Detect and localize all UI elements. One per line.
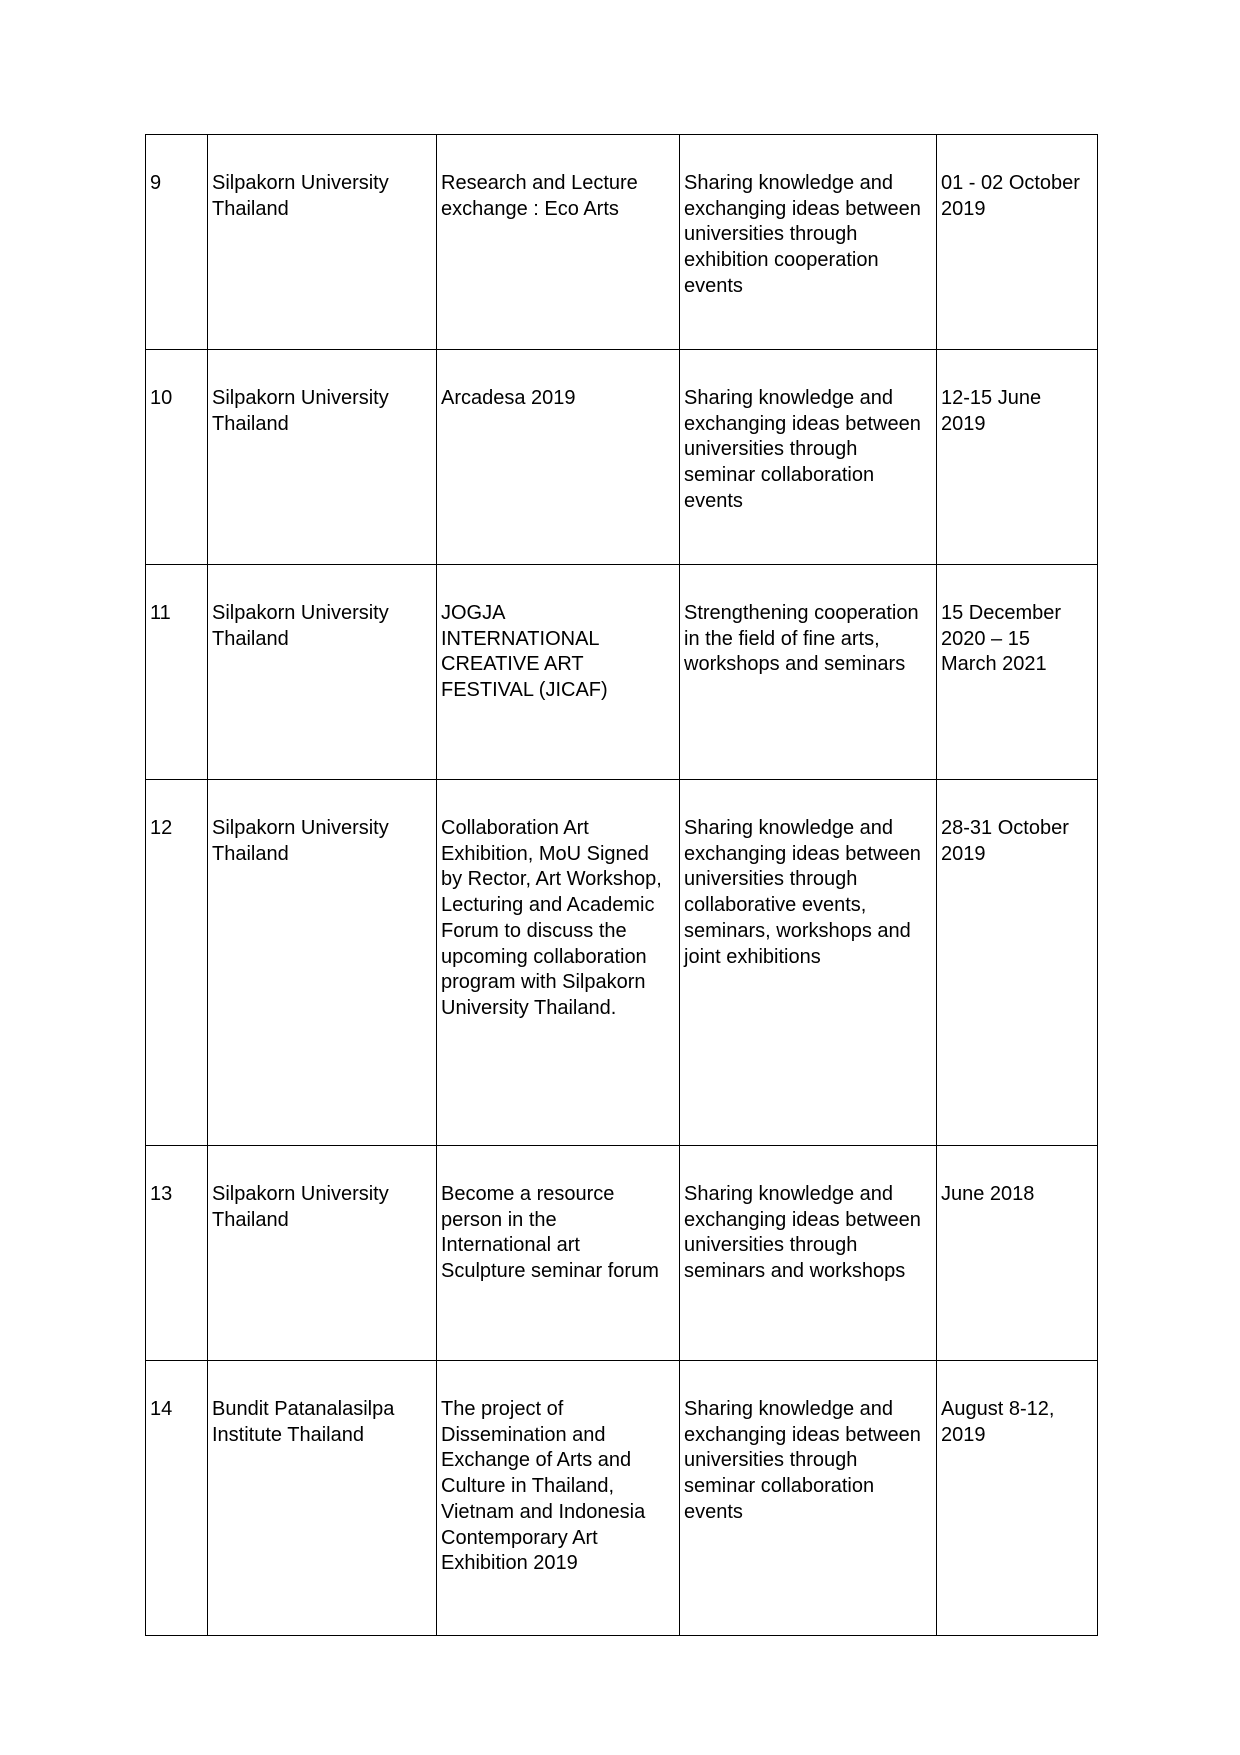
description-cell: [680, 565, 937, 780]
activity-text: Become a resource person in the International art Sculpture seminar forum: [441, 1183, 659, 1283]
description-cell: [680, 135, 937, 350]
institution-name: Bundit Patanalasilpa Institute Thailand: [212, 1398, 395, 1446]
date-text: 28-31 October 2019: [941, 817, 1069, 865]
activity-cell: [437, 1146, 680, 1361]
activity-text: Research and Lecture exchange : Eco Arts: [441, 172, 638, 220]
description-text: Sharing knowledge and exchanging ideas between universities through collaborative events, seminars, workshops and joint exhibitions: [684, 817, 921, 968]
description-text: Sharing knowledge and exchanging ideas between universities through seminar collaboration events: [684, 387, 921, 512]
institution-cell: [208, 1361, 437, 1636]
activity-text: Arcadesa 2019: [441, 387, 576, 409]
institution-cell: [208, 135, 437, 350]
table-row: [146, 350, 1098, 565]
cooperation-table: [145, 134, 1098, 1636]
table-row: [146, 1361, 1098, 1636]
row-number-cell: [146, 135, 208, 350]
institution-name: Silpakorn University Thailand: [212, 172, 389, 220]
activity-cell: [437, 350, 680, 565]
activity-cell: [437, 565, 680, 780]
date-text: June 2018: [941, 1183, 1035, 1205]
institution-cell: [208, 565, 437, 780]
institution-name: Silpakorn University Thailand: [212, 1183, 389, 1231]
description-text: Strengthening cooperation in the field of fine arts, workshops and seminars: [684, 602, 919, 676]
table-row: [146, 565, 1098, 780]
description-cell: [680, 350, 937, 565]
row-number-cell: [146, 565, 208, 780]
row-number-cell: [146, 1361, 208, 1636]
activity-cell: [437, 1361, 680, 1636]
date-cell: [937, 350, 1098, 565]
row-number: 11: [150, 602, 171, 624]
institution-cell: [208, 1146, 437, 1361]
table-row: [146, 1146, 1098, 1361]
date-text: 15 December 2020 – 15 March 2021: [941, 602, 1062, 676]
row-number-cell: [146, 780, 208, 1146]
date-text: 12-15 June 2019: [941, 387, 1042, 435]
date-cell: [937, 135, 1098, 350]
institution-cell: [208, 350, 437, 565]
date-cell: [937, 1361, 1098, 1636]
description-cell: [680, 1361, 937, 1636]
description-cell: [680, 780, 937, 1146]
row-number: 12: [150, 817, 173, 839]
description-text: Sharing knowledge and exchanging ideas between universities through seminars and workshops: [684, 1183, 921, 1283]
date-text: 01 - 02 October 2019: [941, 172, 1080, 220]
activity-cell: [437, 780, 680, 1146]
institution-name: Silpakorn University Thailand: [212, 602, 389, 650]
date-cell: [937, 1146, 1098, 1361]
row-number-cell: [146, 1146, 208, 1361]
row-number: 9: [150, 172, 162, 194]
date-cell: [937, 565, 1098, 780]
row-number-cell: [146, 350, 208, 565]
institution-name: Silpakorn University Thailand: [212, 817, 389, 865]
description-text: Sharing knowledge and exchanging ideas between universities through seminar collaboration events: [684, 1398, 921, 1523]
row-number: 14: [150, 1398, 173, 1420]
activity-text: Collaboration Art Exhibition, MoU Signed by Rector, Art Workshop, Lecturing and Academic Forum to discuss the upcoming collaboration program with Silpakorn University Thailand.: [441, 817, 662, 1019]
activity-cell: [437, 135, 680, 350]
date-cell: [937, 780, 1098, 1146]
description-cell: [680, 1146, 937, 1361]
activity-text: JOGJA INTERNATIONAL CREATIVE ART FESTIVAL (JICAF): [441, 602, 608, 702]
institution-cell: [208, 780, 437, 1146]
table-row: [146, 780, 1098, 1146]
table-row: [146, 135, 1098, 350]
institution-name: Silpakorn University Thailand: [212, 387, 389, 435]
description-text: Sharing knowledge and exchanging ideas between universities through exhibition cooperation events: [684, 172, 921, 297]
row-number: 13: [150, 1183, 173, 1205]
date-text: August 8-12, 2019: [941, 1398, 1055, 1446]
activity-text: The project of Dissemination and Exchange of Arts and Culture in Thailand, Vietnam and Indonesia Contemporary Art Exhibition 2019: [441, 1398, 646, 1575]
row-number: 10: [150, 387, 173, 409]
